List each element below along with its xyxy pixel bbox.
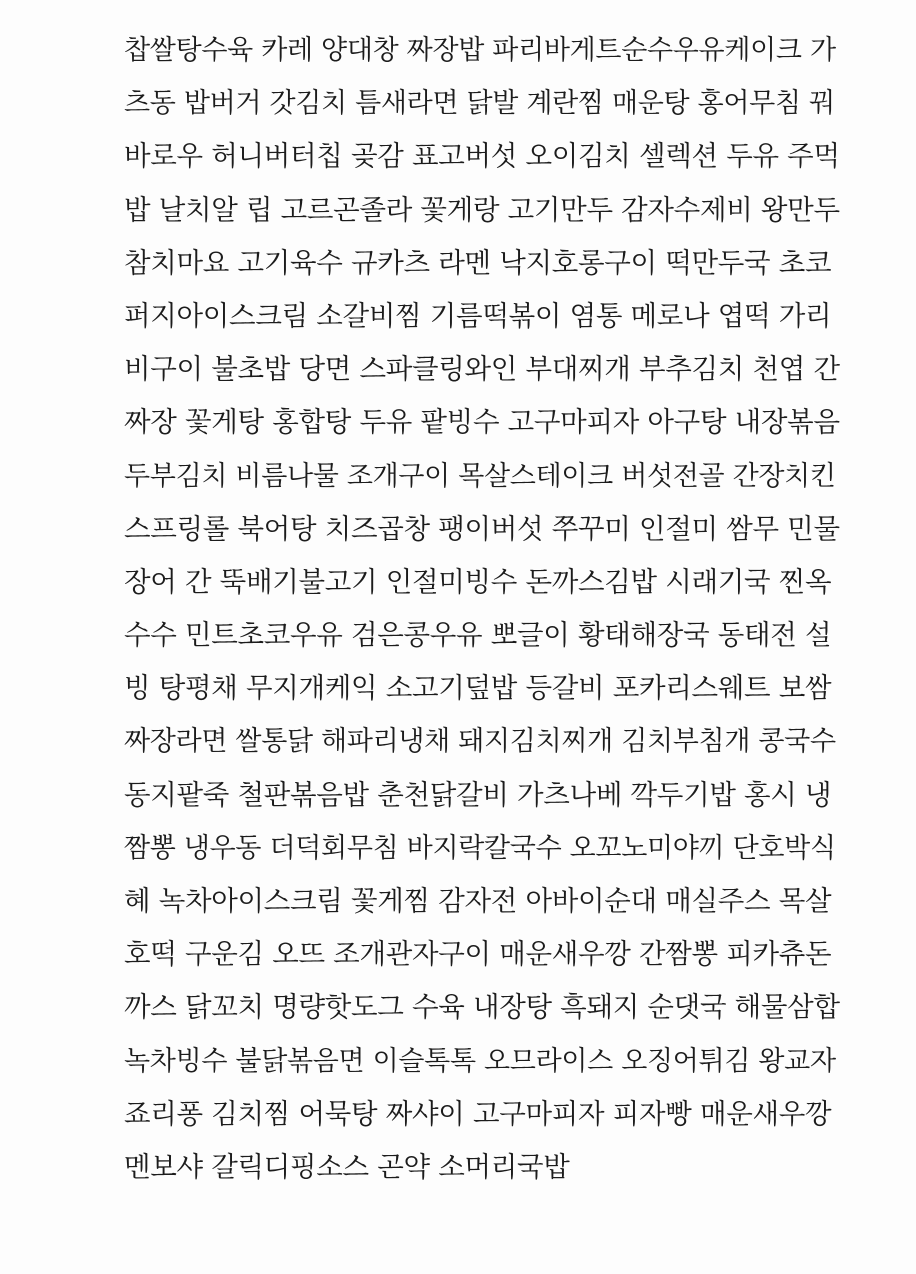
text-line: 빙 탕평채 무지개케익 소고기덮밥 등갈비 포카리스웨트 보쌈	[124, 672, 832, 705]
text-line: 바로우 허니버터칩 곶감 표고버섯 오이김치 셀렉션 두유 주먹	[124, 140, 840, 173]
text-line: 짜장 꽃게탕 홍합탕 두유 팥빙수 고구마피자 아구탕 내장볶음	[124, 406, 840, 439]
text-line: 동지팥죽 철판볶음밥 춘천닭갈비 가츠나베 깍두기밥 홍시 냉	[124, 778, 832, 811]
text-line: 짜장라면 쌀통닭 해파리냉채 돼지김치찌개 김치부침개 콩국수	[124, 726, 836, 758]
text-line: 퍼지아이스크림 소갈비찜 기름떡볶이 염통 메로나 엽떡 가리	[124, 299, 832, 332]
text-line: 두부김치 비름나물 조개구이 목살스테이크 버섯전골 간장치킨	[124, 460, 836, 492]
text-line: 혜 녹차아이스크림 꽃게찜 감자전 아바이순대 매실주스 목살	[124, 885, 832, 917]
text-line: 찹쌀탕수육 카레 양대창 짜장밥 파리바게트순수우유케이크 가	[124, 35, 836, 66]
text-line: 멘보샤 갈릭디핑소스 곤약 소머리국밥	[124, 1150, 570, 1183]
text-line: 비구이 불초밥 당면 스파클링와인 부대찌개 부추김치 천엽 간	[124, 353, 840, 386]
text-line: 장어 간 뚝배기불고기 인절미빙수 돈까스김밥 시래기국 찐옥	[124, 565, 832, 598]
text-line: 스프링롤 북어탕 치즈곱창 팽이버섯 쭈꾸미 인절미 쌈무 민물	[124, 512, 840, 545]
text-line: 녹차빙수 불닭볶음면 이슬톡톡 오므라이스 오징어튀김 왕교자	[124, 1045, 836, 1077]
text-line: 츠동 밥버거 갓김치 틈새라면 닭발 계란찜 매운탕 홍어무침 꿔	[124, 88, 835, 120]
text-line: 짬뽕 냉우동 더덕회무침 바지락칼국수 오꼬노미야끼 단호박식	[124, 832, 836, 864]
food-list-text	[124, 24, 844, 1194]
text-line: 수수 민트초코우유 검은콩우유 뽀글이 황태해장국 동태전 설	[124, 619, 832, 652]
text-line: 까스 닭꼬치 명량핫도그 수육 내장탕 흑돼지 순댓국 해물삼합	[124, 991, 840, 1024]
text-line: 호떡 구운김 오뜨 조개관자구이 매운새우깡 간짬뽕 피카츄돈	[124, 938, 832, 971]
text-line: 죠리퐁 김치찜 어묵탕 짜샤이 고구마피자 피자빵 매운새우깡	[124, 1097, 832, 1130]
text-line: 참치마요 고기육수 규카츠 라멘 낙지호롱구이 떡만두국 초코	[124, 246, 832, 279]
text-line: 밥 날치알 립 고르곤졸라 꽃게랑 고기만두 감자수제비 왕만두	[124, 193, 840, 226]
